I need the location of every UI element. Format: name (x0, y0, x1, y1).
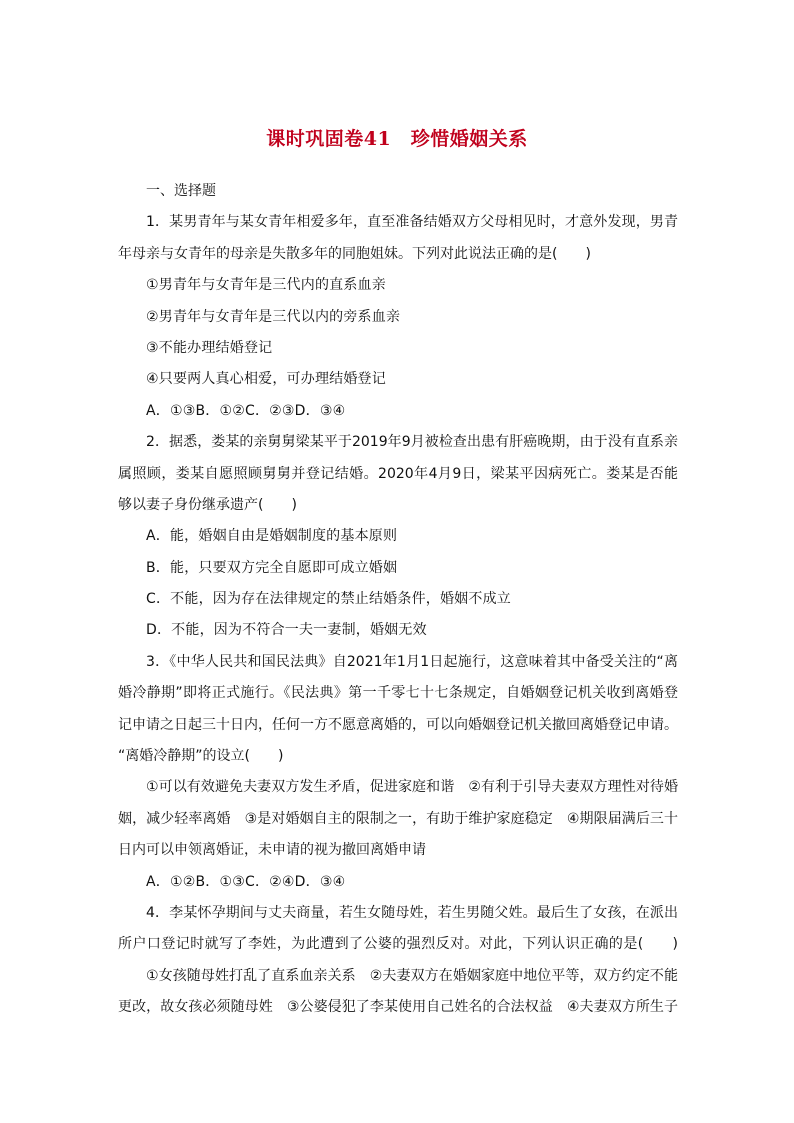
statement-line: 姻，减少轻率离婚 ③是对婚姻自主的限制之一，有助于维护家庭稳定 ④期限届满后三十 (118, 810, 678, 827)
statement-line: 更改，故女孩必须随母姓 ③公婆侵犯了李某使用自己姓名的合法权益 ④夫妻双方所生子 (118, 999, 678, 1016)
answer-options: A．①③B．①②C．②③D．③④ (146, 402, 346, 419)
statement-item: ④只要两人真心相爱，可办理结婚登记 (146, 371, 386, 388)
statement-item: ①男青年与女青年是三代内的直系血亲 (146, 277, 386, 294)
question-stem-line: 记申请之日起三十日内，任何一方不愿意离婚的，可以向婚姻登记机关撤回离婚登记申请。 (118, 716, 678, 733)
question-stem-line: “离婚冷静期”的设立( ) (118, 748, 284, 765)
question-stem-line: 年母亲与女青年的母亲是失散多年的同胞姐妹。下列对此说法正确的是( ) (118, 245, 591, 262)
question-stem-line: 2．据悉，娄某的亲舅舅梁某平于2019年9月被检查出患有肝癌晚期，由于没有直系亲 (146, 434, 678, 451)
answer-option-a: A．能，婚姻自由是婚姻制度的基本原则 (146, 528, 398, 545)
question-3 (118, 647, 678, 898)
answer-option-d: D．不能，因为不符合一夫一妻制，婚姻无效 (146, 622, 427, 639)
question-4 (118, 898, 678, 1024)
statement-line: 日内可以申领离婚证，未申请的视为撤回离婚申请 (118, 842, 426, 859)
statement-item: ③不能办理结婚登记 (146, 339, 273, 356)
answer-option-b: B．能，只要双方完全自愿即可成立婚姻 (146, 559, 398, 576)
page-title: 课时巩固卷41 珍惜婚姻关系 (266, 128, 528, 150)
answer-option-c: C．不能，因为存在法律规定的禁止结婚条件，婚姻不成立 (146, 591, 511, 608)
statement-line: ①女孩随母姓打乱了直系血亲关系 ②夫妻双方在婚姻家庭中地位平等，双方约定不能 (146, 967, 678, 984)
question-1 (118, 207, 678, 427)
question-stem-line: 够以妻子身份继承遗产( ) (118, 496, 297, 513)
question-stem-line: 3．《中华人民共和国民法典》自2021年1月1日起施行，这意味着其中备受关注的“离 (146, 653, 678, 670)
question-2 (118, 427, 678, 647)
question-stem-line: 4．李某怀孕期间与丈夫商量，若生女随母姓，若生男随父姓。最后生了女孩，在派出 (146, 904, 678, 921)
question-stem-line: 所户口登记时就写了李姓，为此遭到了公婆的强烈反对。对此，下列认识正确的是( ) (118, 936, 678, 953)
question-stem-line: 婚冷静期”即将正式施行。《民法典》第一千零七十七条规定，自婚姻登记机关收到离婚登 (118, 685, 678, 702)
document-body (118, 176, 678, 1024)
statement-line: ①可以有效避免夫妻双方发生矛盾，促进家庭和谐 ②有利于引导夫妻双方理性对待婚 (146, 779, 678, 796)
question-stem-line: 属照顾，娄某自愿照顾舅舅并登记结婚。2020年4月9日，梁某平因病死亡。娄某是否能 (118, 465, 678, 482)
question-stem-line: 1．某男青年与某女青年相爱多年，直至准备结婚双方父母相见时，才意外发现，男青 (146, 214, 678, 231)
statement-item: ②男青年与女青年是三代以内的旁系血亲 (146, 308, 401, 325)
answer-options: A．①②B．①③C．②④D．③④ (146, 873, 346, 890)
section-heading: 一、选择题 (146, 183, 216, 199)
